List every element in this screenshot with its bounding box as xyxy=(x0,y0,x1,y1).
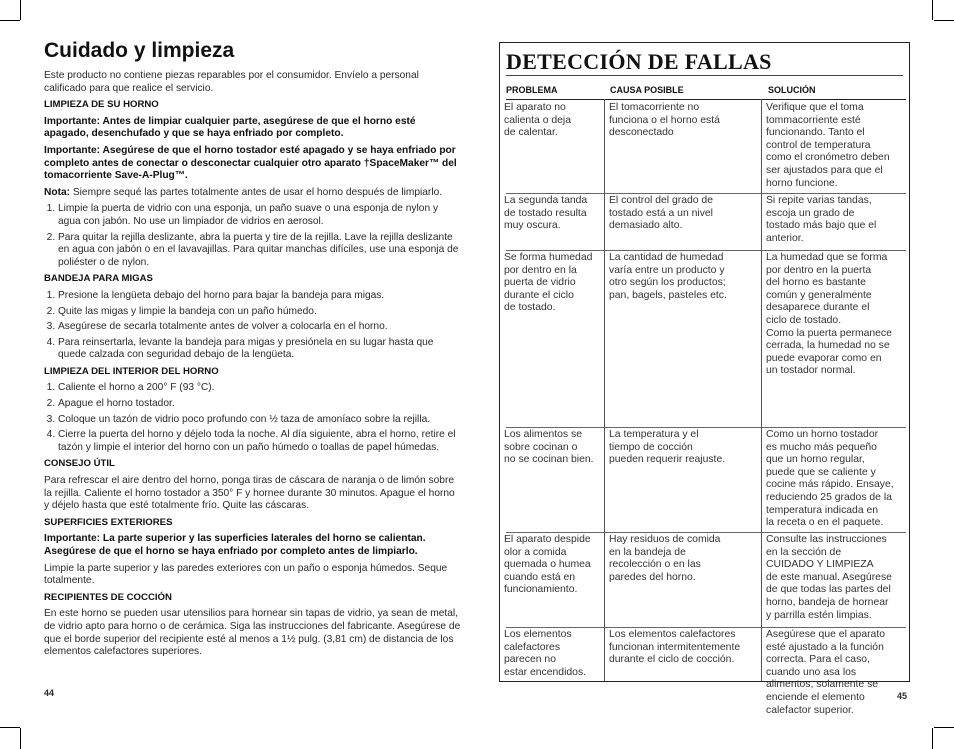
column-divider xyxy=(761,426,762,532)
column-divider xyxy=(761,249,762,427)
page-number-left: 44 xyxy=(44,688,55,698)
cause-cell: El tomacorriente no funciona o el horno está desconectado xyxy=(609,102,720,139)
solution-cell: Consulte las instrucciones en la sección de CUIDADO Y LIMPIEZA de este manual. Asegúrese de que todas las partes del horno, bandeja de hornear y parrilla estén limpias. xyxy=(766,534,892,621)
list-item: 1. Presione la lengüeta debajo del horno para bajar la bandeja para migas. xyxy=(58,290,462,303)
title-divider xyxy=(506,75,903,76)
list-item: 1. Limpie la puerta de vidrio con una esponja, un paño suave o una esponja de nylon y agua con jabón. No use un limpiador de vidrios en aerosol. xyxy=(58,203,462,228)
list-item: 2. Para quitar la rejilla deslizante, abra la puerta y tire de la rejilla. Lave la rejilla deslizante en agua con jabón o en el lavavajillas. Para quitar manchas difíciles, use una esponja de poliéster o de nylon. xyxy=(58,232,462,270)
section-heading: CONSEJO ÚTIL xyxy=(44,458,115,470)
crop-mark xyxy=(934,727,954,728)
crop-mark xyxy=(0,727,20,728)
solution-cell: Como un horno tostador es mucho más pequeño que un horno regular, puede que se caliente y cocine más rápido. Ensaye, reduciendo 25 grados de la temperatura indicada en la receta o en el paquete. xyxy=(766,429,894,529)
section-heading: SUPERFICIES EXTERIORES xyxy=(44,516,173,528)
section-heading: RECIPIENTES DE COCCIÓN xyxy=(44,591,172,603)
column-header-problem: PROBLEMA xyxy=(506,85,558,95)
column-divider xyxy=(761,99,762,193)
care-cleaning-section xyxy=(44,38,462,663)
problem-cell: La segunda tanda de tostado resulta muy oscura. xyxy=(504,195,588,232)
list-item: 2. Apague el horno tostador. xyxy=(58,398,462,411)
solution-cell: La humedad que se forma por dentro en la puerta del horno es bastante común y generalmente desaparece durante el ciclo de tostado. Como la puerta permanece cerrada, la humedad no se puede evaporar como en un tostador normal. xyxy=(766,252,892,377)
column-divider xyxy=(761,192,762,250)
column-header-cause: CAUSA POSIBLE xyxy=(610,85,684,95)
column-divider xyxy=(604,531,605,627)
problem-cell: Se forma humedad por dentro en la puerta de vidrio durante el ciclo de tostado. xyxy=(504,252,593,314)
crumb-tray-steps xyxy=(44,290,462,362)
solution-cell: Si repite varias tandas, escoja un grado de tostado más bajo que el anterior. xyxy=(766,195,877,244)
page-number-right: 45 xyxy=(897,691,908,701)
section-heading: LIMPIEZA DEL INTERIOR DEL HORNO xyxy=(44,365,219,377)
column-divider xyxy=(604,99,605,193)
cause-cell: La cantidad de humedad varía entre un producto y otro según los productos; pan, bagels, pasteles etc. xyxy=(609,252,727,301)
row-divider xyxy=(506,427,906,428)
note-text: Siempre sequé las partes totalmente antes de usar el horno después de limpiarlo. xyxy=(70,186,443,198)
section-heading: LIMPIEZA DE SU HORNO xyxy=(44,99,159,111)
note-paragraph xyxy=(44,187,462,200)
tip-text: Para refrescar el aire dentro del horno, ponga tiras de cáscara de naranja o de limón sobre la rejilla. Caliente el horno tostador a 350° F y hornee durante 30 minutos. Apague el horno y déjelo hasta que esté totalmente frío. Quite las cáscaras. xyxy=(44,475,455,512)
crop-mark xyxy=(934,20,954,21)
column-divider xyxy=(761,626,762,681)
column-divider xyxy=(604,192,605,250)
list-item: 3. Asegúrese de secarla totalmente antes de volver a colocarla en el horno. xyxy=(58,321,462,334)
problem-cell: Los elementos calefactores parecen no estar encendidos. xyxy=(504,629,587,678)
column-divider xyxy=(604,626,605,681)
important-note: Importante: La parte superior y las superficies laterales del horno se calientan. Asegúrese de que el horno se haya enfriado por completo antes de limpiarlo. xyxy=(44,533,426,557)
solution-cell: Asegúrese que el aparato esté ajustado a la función correcta. Para el caso, cuando uno asa los alimentos, solamente se enciende el elemento calefactor superior. xyxy=(766,629,886,716)
important-note: Importante: Asegúrese de que el horno tostador esté apagado y se haya enfriado por completo antes de conectar o desconectar cualquier otro aparato †SpaceMaker™ del tomacorriente Save-A-Plug™. xyxy=(44,144,457,182)
crop-mark xyxy=(20,728,21,749)
intro-text: Este producto no contiene piezas reparables por el consumidor. Envíelo a personal calificado para que realice el servicio. xyxy=(44,70,419,94)
list-item: 1. Caliente el horno a 200° F (93 °C). xyxy=(58,382,462,395)
cause-cell: El control del grado de tostado está a un nivel demasiado alto. xyxy=(609,195,713,232)
exterior-text: Limpie la parte superior y las paredes exteriores con un paño o esponja húmedos. Seque totalmente. xyxy=(44,562,448,587)
crop-mark xyxy=(20,0,21,20)
list-item: 4. Cierre la puerta del horno y déjelo toda la noche. Al día siguiente, abra el horno, retire el tazón y limpie el interior del horno con un paño húmedo o toallas de papel húmedas. xyxy=(58,429,462,454)
cause-cell: Hay residuos de comida en la bandeja de recolección o en las paredes del horno. xyxy=(609,534,721,583)
column-divider xyxy=(761,531,762,627)
section-heading: BANDEJA PARA MIGAS xyxy=(44,273,153,285)
cookware-text: En este horno se pueden usar utensilios para hornear sin tapas de vidrio, ya sean de metal, de vidrio apto para horno o de cerámica. Siga las instrucciones del fabricante. Asegúrese de que el borde superior del recipiente esté al menos a 1½ pulg. (3,81 cm) de distancia de los elementos calefactores superiores. xyxy=(44,608,461,658)
list-item: 4. Para reinsertarla, levante la bandeja para migas y presiónela en su lugar hasta que quede calzada con seguridad debajo de la lengüeta. xyxy=(58,337,462,362)
page-title: Cuidado y limpieza xyxy=(44,39,235,62)
cause-cell: La temperatura y el tiempo de cocción pueden requerir reajuste. xyxy=(609,429,726,466)
note-label: Nota: xyxy=(44,186,71,198)
crop-mark xyxy=(0,20,20,21)
row-divider xyxy=(506,532,906,533)
row-divider xyxy=(506,250,906,251)
troubleshooting-title: DETECCIÓN DE FALLAS xyxy=(506,49,772,74)
list-item: 3. Coloque un tazón de vidrio poco profundo con ½ taza de amoníaco sobre la rejilla. xyxy=(58,414,462,427)
cleaning-steps xyxy=(44,203,462,269)
important-note: Importante: Antes de limpiar cualquier parte, asegúrese de que el horno esté apagado, desenchufado y que se haya enfriado por completo. xyxy=(44,115,416,140)
crop-mark xyxy=(932,0,933,20)
row-divider xyxy=(506,627,906,628)
column-divider xyxy=(604,249,605,427)
solution-cell: Verifique que el toma tommacorriente esté funcionando. Tanto el control de temperatura como el cronómetro deben ser ajustados para que el horno funcione. xyxy=(766,102,890,189)
row-divider xyxy=(506,193,906,194)
column-header-solution: SOLUCIÓN xyxy=(768,85,816,95)
header-divider xyxy=(506,99,906,100)
list-item: 2. Quite las migas y limpie la bandeja con un paño húmedo. xyxy=(58,306,462,319)
crop-mark xyxy=(932,728,933,749)
interior-cleaning-steps xyxy=(44,382,462,454)
column-divider xyxy=(604,426,605,532)
problem-cell: El aparato no calienta o deja de calentar. xyxy=(504,102,572,139)
cause-cell: Los elementos calefactores funcionan intermitentemente durante el ciclo de cocción. xyxy=(609,629,741,666)
problem-cell: Los alimentos se sobre cocinan o no se cocinan bien. xyxy=(504,429,594,466)
problem-cell: El aparato despide olor a comida quemada o humea cuando está en funcionamiento. xyxy=(504,534,591,596)
